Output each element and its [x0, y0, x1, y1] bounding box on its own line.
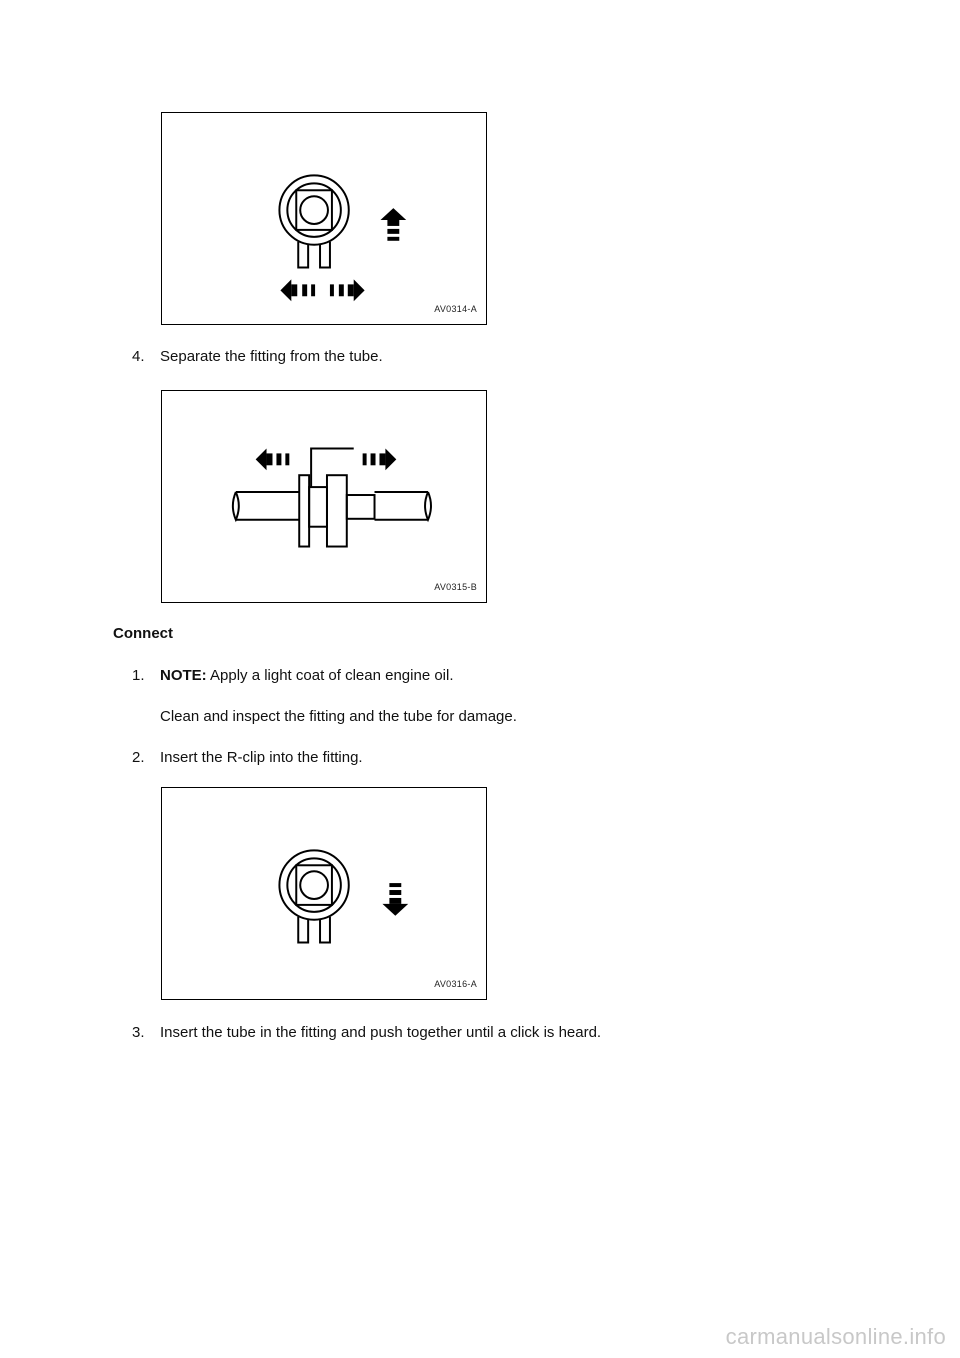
step-number: 4. [132, 348, 145, 365]
connect-step-2 [132, 749, 363, 767]
fitting-separate-from-tube-diagram [162, 391, 486, 602]
step-text: Insert the tube in the fitting and push together until a click is heard. [160, 1024, 602, 1041]
step-number: 2. [132, 749, 145, 766]
connect-step-1-text: Clean and inspect the fitting and the tube for damage. [160, 708, 517, 725]
note-label: NOTE: [160, 667, 207, 684]
step-text: Insert the R-clip into the fitting. [160, 749, 363, 766]
figure-av0315-b [161, 390, 487, 603]
step-text: Separate the fitting from the tube. [160, 348, 383, 365]
figure-av0314-a [161, 112, 487, 325]
note-text: Apply a light coat of clean engine oil. [206, 667, 454, 684]
figure-code: AV0315-B [434, 582, 477, 592]
step-number: 3. [132, 1024, 145, 1041]
fitting-release-clip-up-diagram [162, 113, 486, 324]
figure-av0316-a [161, 787, 487, 1000]
step-number: 1. [132, 667, 145, 684]
connect-step-1 [132, 667, 454, 685]
step-4 [132, 348, 383, 366]
figure-code: AV0314-A [434, 304, 477, 314]
figure-code: AV0316-A [434, 979, 477, 989]
watermark: carmanualsonline.info [725, 1324, 946, 1349]
fitting-insert-clip-down-diagram [162, 788, 486, 999]
connect-step-3 [132, 1024, 601, 1042]
section-heading-connect: Connect [113, 625, 173, 642]
